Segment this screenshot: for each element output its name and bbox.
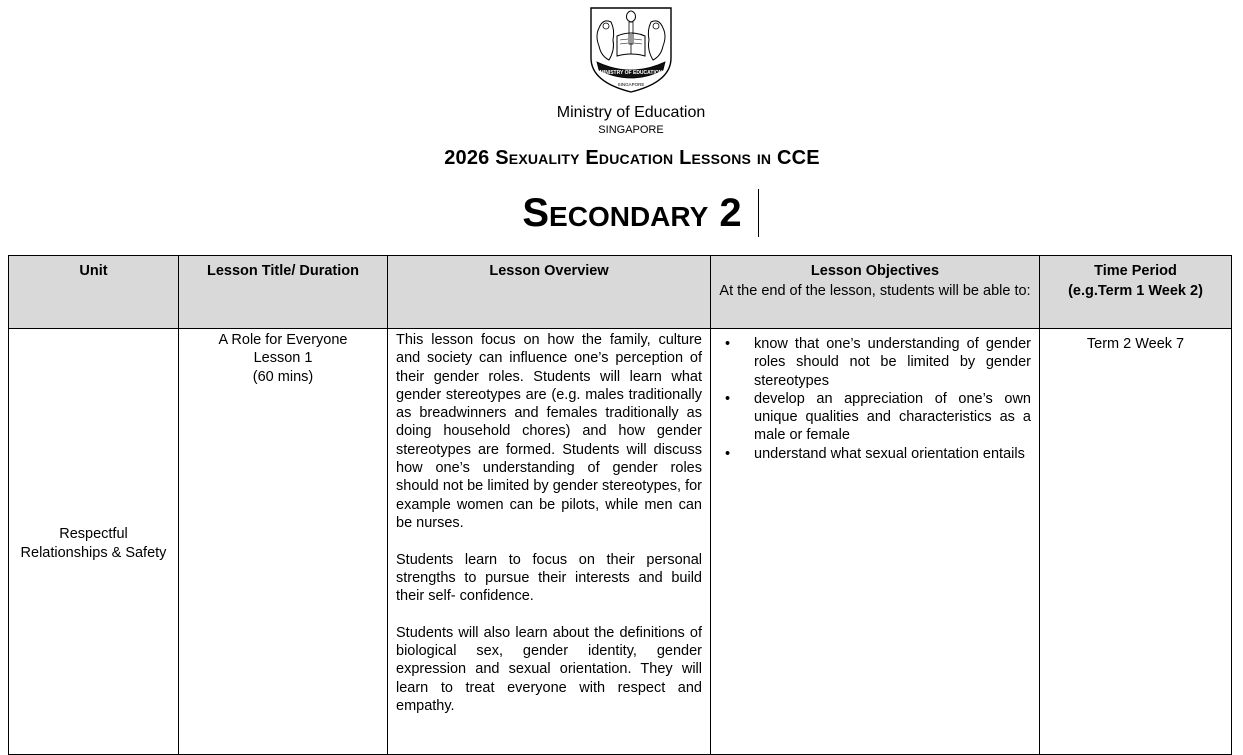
unit-text: Respectful Relationships & Safety	[20, 526, 167, 561]
objective-text: develop an appreciation of one’s own unique qualities and characteristics as a male or female	[754, 390, 1031, 444]
lesson-title: A Role for Everyone	[218, 332, 348, 348]
column-header-time-label: Time Period	[1094, 263, 1177, 279]
column-header-time	[1040, 256, 1232, 329]
overview-paragraph: This lesson focus on how the family, culture and society can influence one’s perception of their gender roles. Students will learn what gender stereotypes are (e.g. males traditionally as breadwinners and females traditionally as doing household chores) and how gender stereotypes are formed. Students will discuss how one’s understanding of gender roles should not be limited by gender stereotypes, for example women can be pilots, while men can be nurses.	[396, 332, 702, 531]
org-country: SINGAPORE	[598, 124, 664, 136]
crest-base-text: SINGAPORE	[617, 82, 645, 87]
lesson-number: Lesson 1	[253, 350, 313, 367]
bullet-icon: •	[725, 445, 731, 462]
bullet-icon: •	[725, 390, 731, 407]
objective-text: understand what sexual orientation entails	[754, 445, 1025, 462]
column-header-objectives-label: Lesson Objectives	[810, 263, 940, 279]
lesson-duration: (60 mins)	[252, 368, 314, 385]
overview-cell	[388, 329, 711, 755]
column-header-overview-label: Lesson Overview	[489, 263, 609, 279]
objective-item	[725, 335, 1031, 390]
moe-crest-logo	[589, 6, 673, 94]
unit-cell	[9, 329, 179, 755]
overview-paragraph: Students will also learn about the definitions of biological sex, gender identity, gender expression and sexual orientation. They will learn to treat everyone with respect and empathy.	[396, 624, 702, 714]
overview-paragraph: Students learn to focus on their personal strengths to pursue their interests and build their self- confidence.	[396, 551, 702, 605]
column-header-title	[179, 256, 388, 329]
column-header-time-sub: (e.g.Term 1 Week 2)	[1068, 283, 1203, 300]
bullet-icon: •	[725, 336, 731, 352]
objective-item	[725, 445, 1031, 463]
column-header-overview	[388, 256, 711, 329]
text-cursor	[758, 189, 759, 237]
crest-banner-text: MINISTRY OF EDUCATION	[599, 70, 663, 76]
column-header-unit-label: Unit	[79, 263, 108, 279]
lesson-title-cell	[179, 329, 388, 755]
objective-text: know that one’s understanding of gender roles should not be limited by gender stereotypes	[754, 336, 1031, 389]
column-header-unit	[9, 256, 179, 329]
objective-item	[725, 390, 1031, 445]
column-header-objectives	[711, 256, 1040, 329]
column-header-title-label: Lesson Title/ Duration	[206, 263, 359, 279]
crest-icon	[589, 6, 673, 94]
column-header-objectives-sub: At the end of the lesson, students will be able to:	[719, 283, 1031, 300]
time-period-cell	[1040, 329, 1232, 755]
level-title: Secondary 2	[522, 191, 742, 235]
objectives-list	[725, 335, 1031, 463]
org-name: Ministry of Education	[556, 104, 706, 121]
lessons-table	[8, 255, 1232, 755]
time-period-text: Term 2 Week 7	[1086, 336, 1185, 352]
table-header-row	[9, 256, 1232, 329]
table-row	[9, 329, 1232, 755]
document-title: 2026 Sexuality Education Lessons in CCE	[444, 147, 820, 169]
objectives-cell	[711, 329, 1040, 755]
